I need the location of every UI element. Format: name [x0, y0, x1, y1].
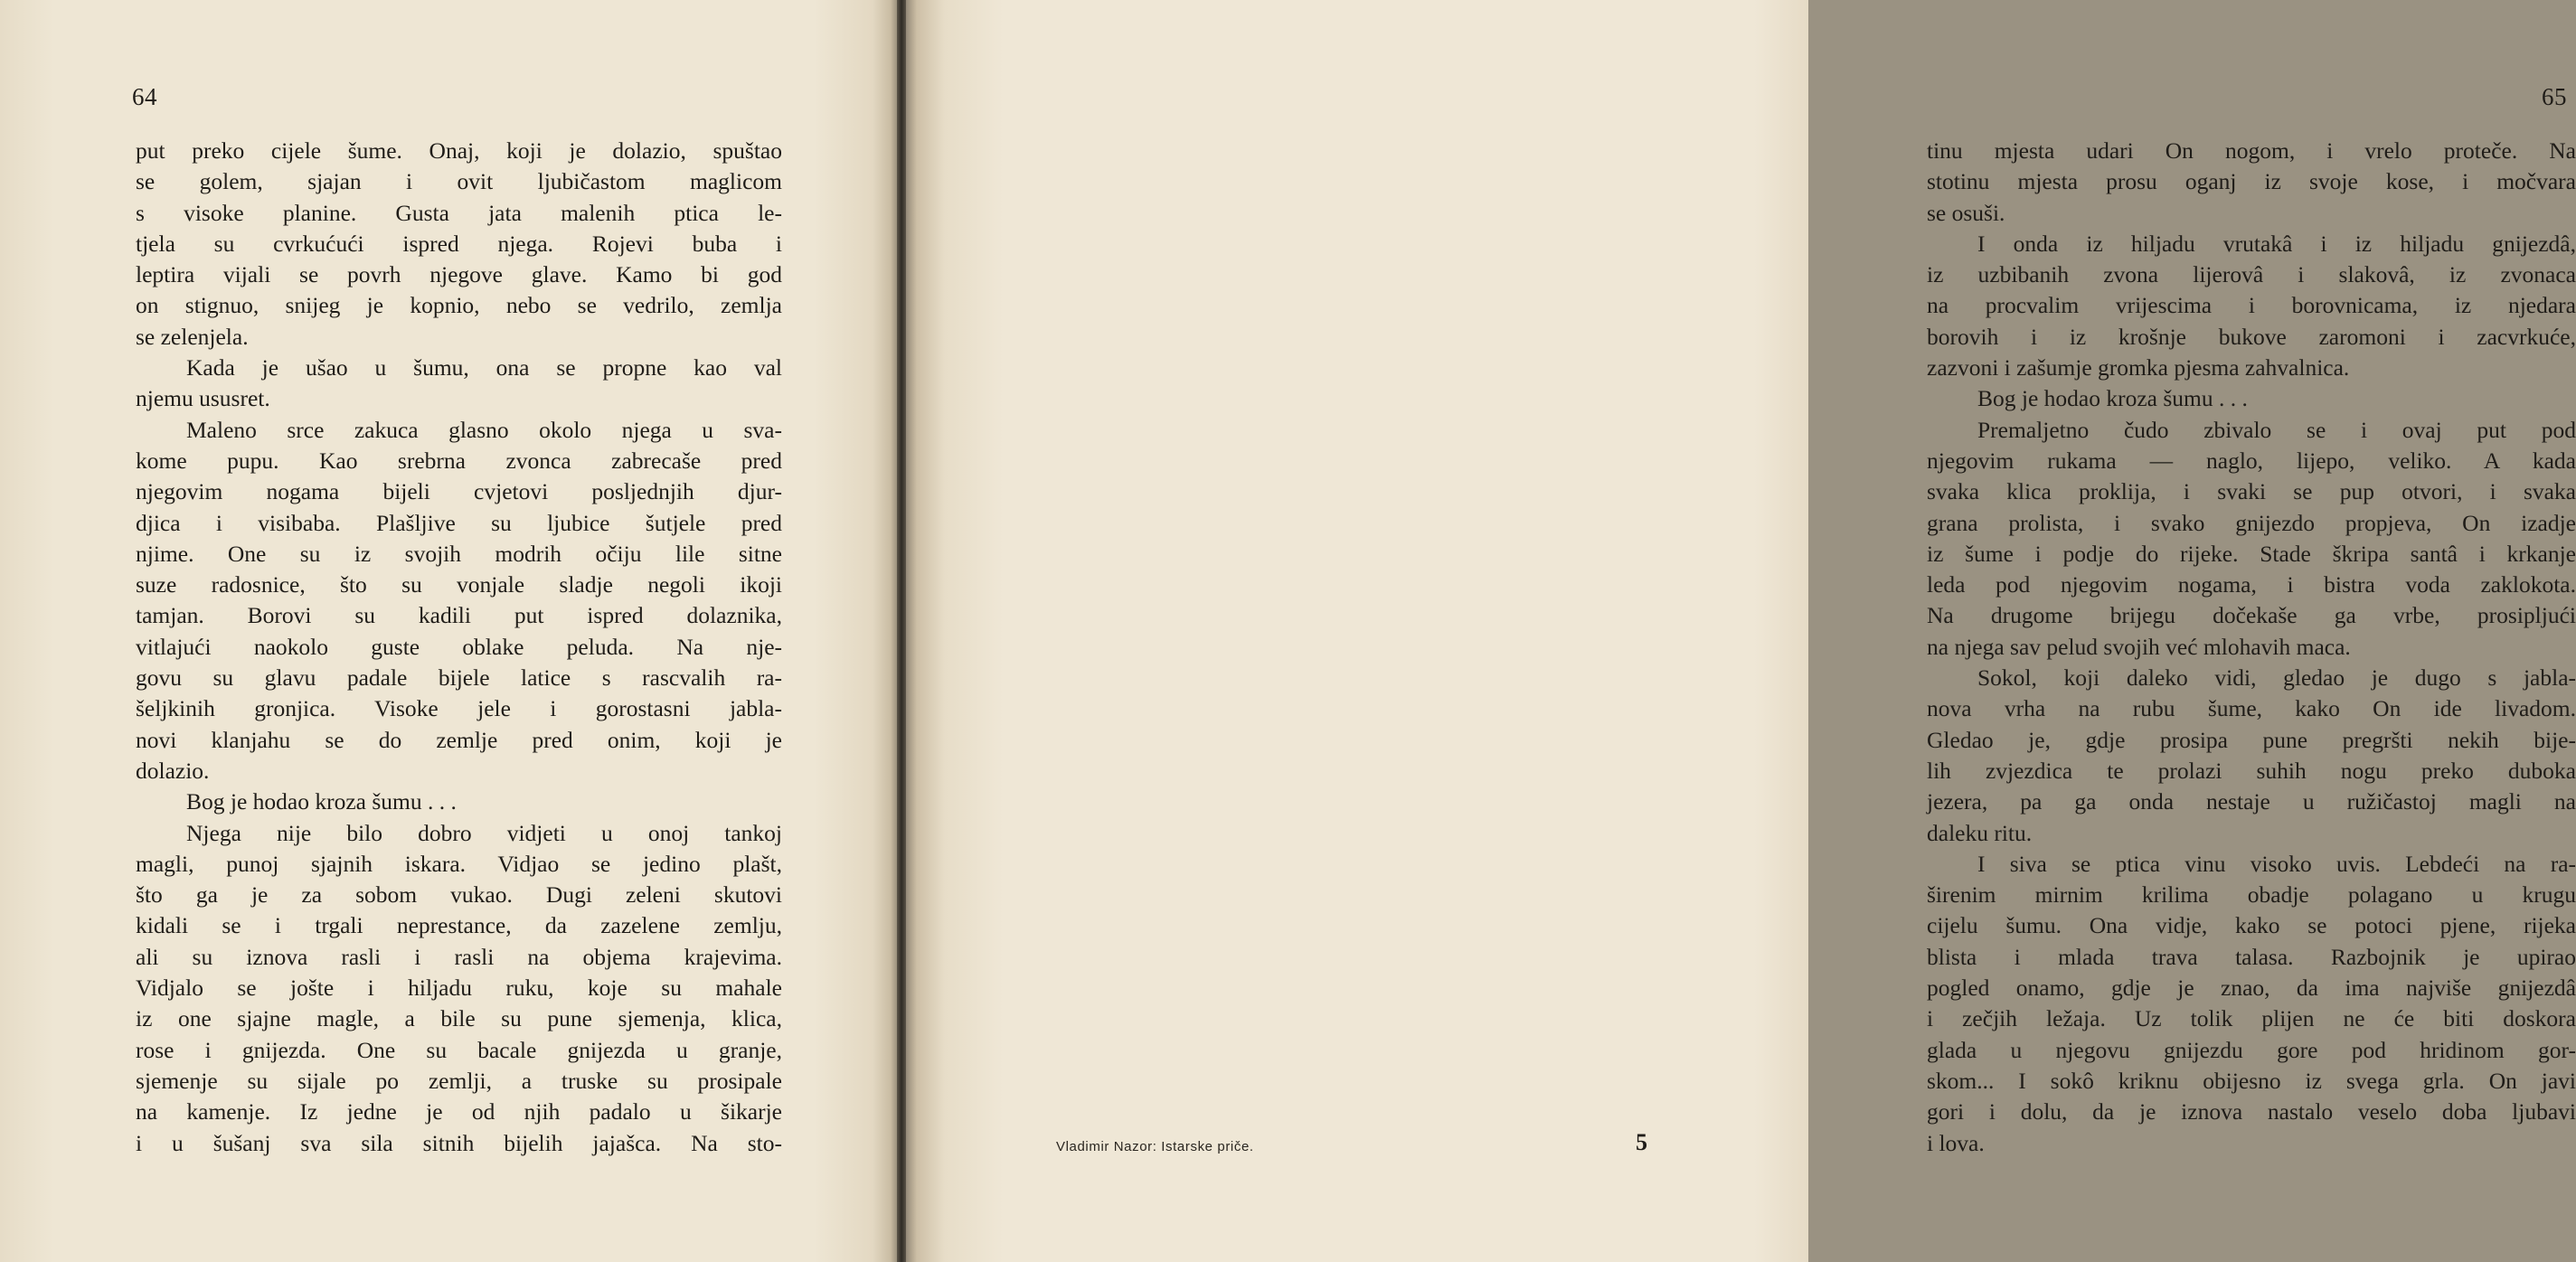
- text-line: i u šušanj sva sila sitnih bijelih jajašca. Na sto-: [136, 1129, 782, 1156]
- text-line: on stignuo, snijeg je kopnio, nebo se vedrilo, zemlja: [136, 292, 782, 319]
- text-line: stotinu mjesta prosu oganj iz svoje kose, i močvara: [1927, 168, 2576, 195]
- text-line: ali su iznova rasli i rasli na objema krajevima.: [136, 943, 782, 970]
- text-line: Gledao je, gdje prosipa pune pregršti nekih bije-: [1927, 726, 2576, 753]
- text-line: kidali se i trgali neprestance, da zazelene zemlju,: [136, 912, 782, 939]
- text-line: magli, punoj sjajnih iskara. Vidjao se jedino plašt,: [136, 850, 782, 877]
- text-line: njegovim nogama bijeli cvjetovi posljednjih djur-: [136, 478, 782, 505]
- text-line: s visoke planine. Gusta jata malenih ptica le-: [136, 199, 782, 226]
- text-line: njime. One su iz svojih modrih očiju lile sitne: [136, 540, 782, 567]
- footer-sheet-number: 5: [1636, 1129, 1647, 1155]
- text-line: Na drugome brijegu dočekaše ga vrbe, prosipljući: [1927, 602, 2576, 629]
- text-line: tamjan. Borovi su kadili put ispred dolaznika,: [136, 602, 782, 629]
- text-line: Vidjalo se jošte i hiljadu ruku, koje su mahale: [136, 975, 782, 1002]
- text-line: djica i visibaba. Plašljive su ljubice šutjele pred: [136, 509, 782, 536]
- text-line: tjela su cvrkućući ispred njega. Rojevi buba i: [136, 230, 782, 257]
- text-line: grana prolista, i svako gnijezdo propjeva, On izadje: [1927, 509, 2576, 536]
- text-line: Kada je ušao u šumu, ona se propne kao val: [186, 354, 782, 381]
- text-line: govu su glavu padale bijele latice s rascvalih ra-: [136, 664, 782, 692]
- right-page: [904, 0, 2576, 1262]
- text-line: daleku ritu.: [1927, 819, 2033, 846]
- text-line: Njega nije bilo dobro vidjeti u onoj tankoj: [186, 819, 782, 846]
- text-line: na procvalim vrijescima i borovnicama, iz njedara: [1927, 292, 2576, 319]
- text-line: novi klanjahu se do zemlje pred onim, koji je: [136, 726, 782, 753]
- text-line: lih zvjezdica te prolazi suhih nogu preko duboka: [1927, 757, 2576, 784]
- text-line: tinu mjesta udari On nogom, i vrelo proteče. Na: [1927, 137, 2576, 164]
- text-line: i zečjih ležaja. Uz tolik plijen ne će biti doskora: [1927, 1005, 2576, 1032]
- text-line: iz šume i podje do rijeke. Stade škripa santâ i krkanje: [1927, 540, 2576, 567]
- text-line: šeljkinih gronjica. Visoke jele i gorostasni jabla-: [136, 695, 782, 722]
- text-line: jezera, pa ga onda nestaje u ružičastoj magli na: [1927, 788, 2576, 815]
- text-line: gori i dolu, da je iznova nastalo veselo doba ljubavi: [1927, 1098, 2576, 1125]
- text-line: I siva se ptica vinu visoko uvis. Lebdeći na ra-: [1977, 850, 2576, 877]
- text-line: njegovim rukama — naglo, lijepo, veliko. A kada: [1927, 447, 2576, 474]
- text-line: Bog je hodao kroza šumu . . .: [1977, 385, 2248, 412]
- text-line: sjemenje su sijale po zemlji, a truske su prosipale: [136, 1067, 782, 1094]
- text-line: vitlajući naokolo guste oblake peluda. Na nje-: [136, 633, 782, 660]
- text-line: se golem, sjajan i ovit ljubičastom maglicom: [136, 168, 782, 195]
- text-line: se zelenjela.: [136, 323, 249, 350]
- text-line: leda pod njegovim nogama, i bistra voda zaklokota.: [1927, 571, 2576, 598]
- right-page-text: [1927, 136, 2576, 1159]
- text-line: na njega sav pelud svojih već mlohavih maca.: [1927, 633, 2351, 660]
- text-line: zazvoni i zašumje gromka pjesma zahvalnica.: [1927, 354, 2350, 381]
- text-line: širenim mirnim krilima obadje polagano u krugu: [1927, 881, 2576, 909]
- text-line: kome pupu. Kao srebrna zvonca zabrecaše pred: [136, 447, 782, 474]
- text-line: skom... I sokô kriknu obijesno iz svega grla. On javi: [1927, 1067, 2576, 1094]
- text-line: blista i mlada trava talasa. Razbojnik je upirao: [1927, 943, 2576, 970]
- text-line: Maleno srce zakuca glasno okolo njega u sva-: [186, 416, 782, 443]
- text-line: borovih i iz krošnje bukove zaromoni i zacvrkuće,: [1927, 323, 2576, 350]
- text-line: iz uzbibanih zvona lijerovâ i slakovâ, iz zvonaca: [1927, 261, 2576, 288]
- left-page-text: [136, 136, 782, 1159]
- text-line: I onda iz hiljadu vrutakâ i iz hiljadu gnijezdâ,: [1977, 230, 2576, 257]
- text-line: Sokol, koji daleko vidi, gledao je dugo s jabla-: [1977, 664, 2576, 692]
- text-line: glada u njegovu gnijezdu gore pod hridinom gor-: [1927, 1036, 2576, 1063]
- text-line: i lova.: [1927, 1129, 1985, 1156]
- text-line: cijelu šumu. Ona vidje, kako se potoci pjene, rijeka: [1927, 912, 2576, 939]
- book-gutter: [897, 0, 906, 1262]
- text-line: svaka klica proklija, i svaki se pup otvori, i svaka: [1927, 478, 2576, 505]
- text-line: pogled onamo, gdje je znao, da ima najviše gnijezdâ: [1927, 975, 2576, 1002]
- text-line: leptira vijali se povrh njegove glave. Kamo bi god: [136, 261, 782, 288]
- text-line: dolazio.: [136, 757, 210, 784]
- left-page-number: 64: [132, 83, 157, 110]
- text-line: nova vrha na rubu šume, kako On ide livadom.: [1927, 695, 2576, 722]
- text-line: što ga je za sobom vukao. Dugi zeleni skutovi: [136, 881, 782, 909]
- text-line: na kamenje. Iz jedne je od njih padalo u šikarje: [136, 1098, 782, 1125]
- text-line: se osuši.: [1927, 199, 2005, 226]
- text-line: njemu ususret.: [136, 385, 270, 412]
- text-line: iz one sjajne magle, a bile su pune sjemenja, klica,: [136, 1005, 782, 1032]
- text-line: put preko cijele šume. Onaj, koji je dolazio, spuštao: [136, 137, 782, 164]
- text-line: rose i gnijezda. One su bacale gnijezda u granje,: [136, 1036, 782, 1063]
- left-page: [0, 0, 899, 1262]
- right-page-number: 65: [2542, 83, 2567, 110]
- text-line: Bog je hodao kroza šumu . . .: [186, 788, 457, 815]
- text-line: Premaljetno čudo zbivalo se i ovaj put pod: [1977, 416, 2576, 443]
- footer-author-title: Vladimir Nazor: Istarske priče.: [1056, 1139, 1254, 1154]
- text-line: suze radosnice, što su vonjale sladje negoli ikoji: [136, 571, 782, 598]
